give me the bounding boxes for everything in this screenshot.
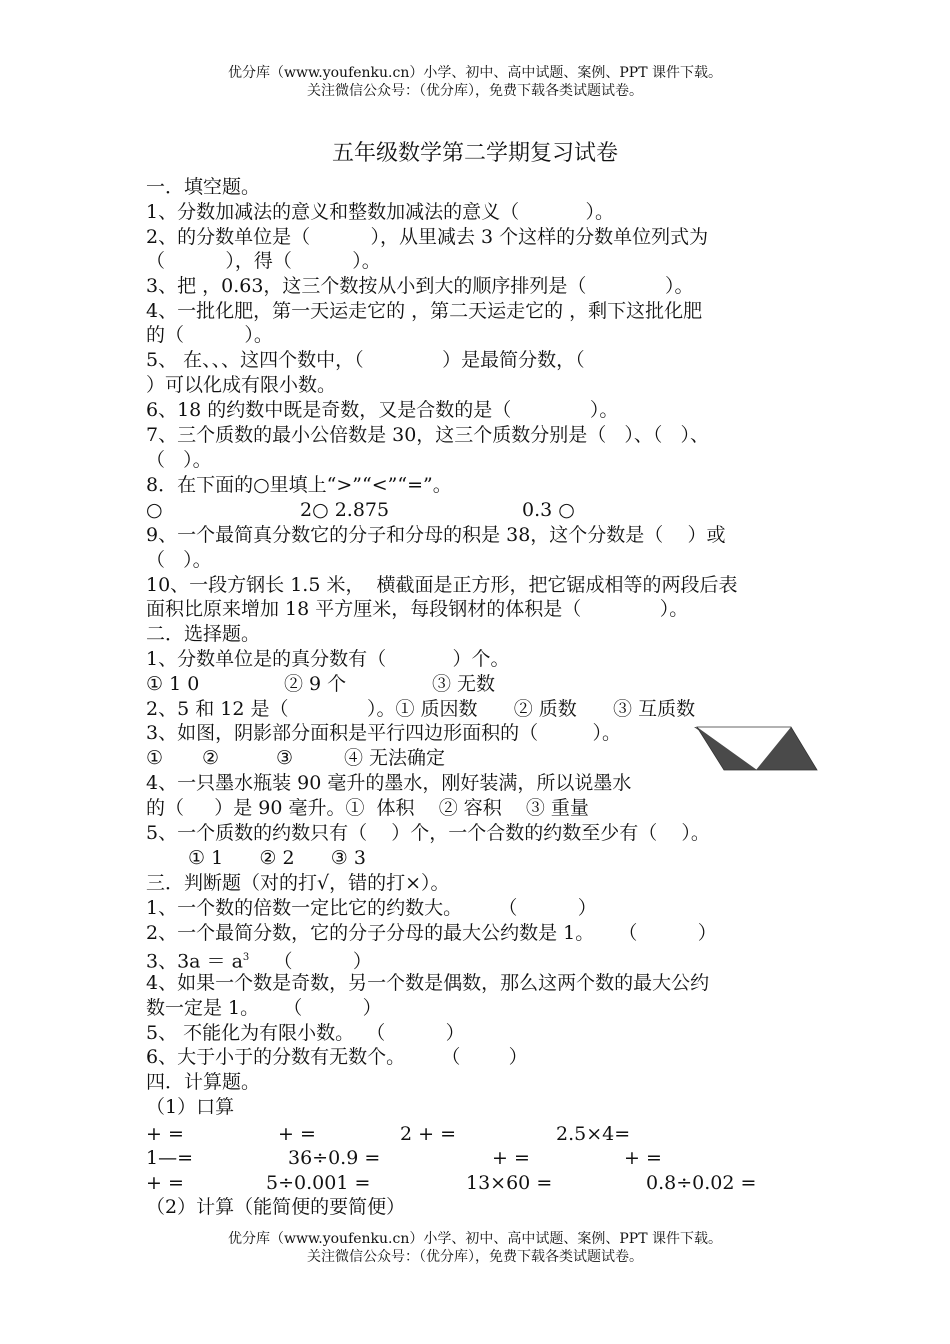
section-4-heading: 四．计算题。 [146, 1071, 261, 1093]
s1-q7a: 7、三个质数的最小公倍数是 30，这三个质数分别是（ ）、（ ）、 [146, 424, 710, 446]
calc-r2-c1: 1—= [146, 1147, 194, 1169]
s3-q3-brackets: （ ） [249, 950, 372, 973]
s1-q9b: （ ）。 [146, 549, 212, 571]
calc-r1-c2: + = [278, 1123, 316, 1145]
section-2-heading: 二．选择题。 [146, 623, 261, 645]
s2-q2: 2、5 和 12 是（ ）。① 质因数 ② 质数 ③ 互质数 [146, 698, 696, 720]
s3-q6: 6、大于小于的分数有无数个。 （ ） [146, 1046, 528, 1068]
s2-q1: 1、分数单位是的真分数有（ ）个。 [146, 648, 510, 670]
s4-sub1: （1）口算 [146, 1096, 235, 1118]
s1-q8-compare-1: ○ [146, 499, 163, 521]
s1-q10b: 面积比原来增加 18 平方厘米，每段钢材的体积是（ ）。 [146, 598, 689, 620]
s3-q1: 1、一个数的倍数一定比它的约数大。 （ ） [146, 897, 597, 919]
shaded-triangle-left-body [697, 727, 757, 770]
parallelogram-figure [694, 724, 822, 772]
s3-q3-exponent: 3 [242, 952, 250, 963]
section-3-heading: 三．判断题（对的打√，错的打×）。 [146, 872, 450, 894]
header-line-1: 优分库（www.youfenku.cn）小学、初中、高中试题、案例、PPT 课件下载。 [227, 65, 722, 81]
s1-q3: 3、把 ，0.63，这三个数按从小到大的顺序排列是（ ）。 [146, 275, 694, 297]
calc-r2-c3: + = [492, 1147, 530, 1169]
s3-q2: 2、一个最简分数，它的分子分母的最大公约数是 1。 （ ） [146, 922, 717, 944]
section-1-heading: 一．填空题。 [146, 176, 261, 198]
calc-r3-c1: + = [146, 1172, 184, 1194]
s3-q4a: 4、如果一个数是奇数，另一个数是偶数，那么这两个数的最大公约 [146, 972, 710, 994]
s2-q3-option-1: ① [146, 747, 164, 769]
s1-q8-compare-3: 0.3 ○ [522, 499, 575, 521]
calc-r3-c3: 13×60 = [466, 1172, 553, 1194]
s2-q1-option-3: ③ 无数 [432, 673, 496, 695]
s1-q8: 8．在下面的○里填上“>”“<”“=”。 [146, 474, 452, 496]
s2-q1-option-2: ② 9 个 [284, 673, 347, 695]
s1-q5b: ）可以化成有限小数。 [146, 374, 337, 396]
s1-q9a: 9、一个最简真分数它的分子和分母的积是 38，这个分数是（ ）或 [146, 524, 726, 546]
calc-r1-c3: 2 + = [400, 1123, 457, 1145]
shaded-triangle-right [756, 727, 817, 770]
s4-sub2: （2）计算（能简便的要简便） [146, 1196, 406, 1218]
footer-line-1: 优分库（www.youfenku.cn）小学、初中、高中试题、案例、PPT 课件下载。 [227, 1231, 722, 1247]
s2-q3: 3、如图，阴影部分面积是平行四边形面积的（ ）。 [146, 722, 621, 744]
calc-r1-c1: + = [146, 1123, 184, 1145]
calc-r2-c4: + = [624, 1147, 662, 1169]
s1-q1: 1、分数加减法的意义和整数加减法的意义（ ）。 [146, 201, 615, 223]
s1-q8-compare-2: 2○ 2.875 [300, 499, 390, 521]
page-title: 五年级数学第二学期复习试卷 [331, 141, 618, 166]
calc-r1-c4: 2.5×4= [556, 1123, 631, 1145]
s1-q7b: （ ）。 [146, 449, 212, 471]
s1-q6: 6、18 的约数中既是奇数，又是合数的是（ ）。 [146, 399, 619, 421]
s2-q5-options: ① 1 ② 2 ③ 3 [188, 847, 366, 869]
calc-r2-c2: 36÷0.9 = [288, 1147, 381, 1169]
s2-q3-option-2: ② [202, 747, 220, 769]
s1-q10a: 10、一段方钢长 1.5 米， 横截面是正方形，把它锯成相等的两段后表 [146, 574, 738, 596]
s2-q1-option-1: ① 1 0 [146, 673, 200, 695]
footer-line-2: 关注微信公众号：（优分库），免费下载各类试题试卷。 [307, 1249, 643, 1265]
header-line-2: 关注微信公众号：（优分库），免费下载各类试题试卷。 [307, 83, 643, 99]
calc-r3-c2: 5÷0.001 = [266, 1172, 371, 1194]
s1-q4a: 4、一批化肥，第一天运走它的 ，第二天运走它的 ，剩下这批化肥 [146, 300, 703, 322]
s3-q3-expr: 3、3a ＝ a [146, 950, 243, 973]
s1-q5a: 5、 在、、、这四个数中，（ ）是最简分数，（ [146, 349, 585, 371]
s1-q2a: 2、的分数单位是（ ），从里减去 3 个这样的分数单位列式为 [146, 226, 709, 248]
s1-q4b: 的（ ）。 [146, 324, 273, 346]
s2-q4b: 的（ ）是 90 毫升。① 体积 ② 容积 ③ 重量 [146, 797, 589, 819]
s2-q5: 5、一个质数的约数只有（ ）个，一个合数的约数至少有（ ）。 [146, 822, 710, 844]
calc-r3-c4: 0.8÷0.02 = [646, 1172, 757, 1194]
s3-q3 [146, 946, 372, 973]
s1-q2b: （ ），得（ ）。 [146, 250, 381, 272]
s2-q3-option-4: ④ 无法确定 [344, 747, 446, 769]
s3-q4b: 数一定是 1。 （ ） [146, 997, 382, 1019]
s2-q4a: 4、一只墨水瓶装 90 毫升的墨水，刚好装满，所以说墨水 [146, 772, 632, 794]
s3-q5: 5、 不能化为有限小数。 （ ） [146, 1022, 465, 1044]
s2-q3-option-3: ③ [276, 747, 294, 769]
